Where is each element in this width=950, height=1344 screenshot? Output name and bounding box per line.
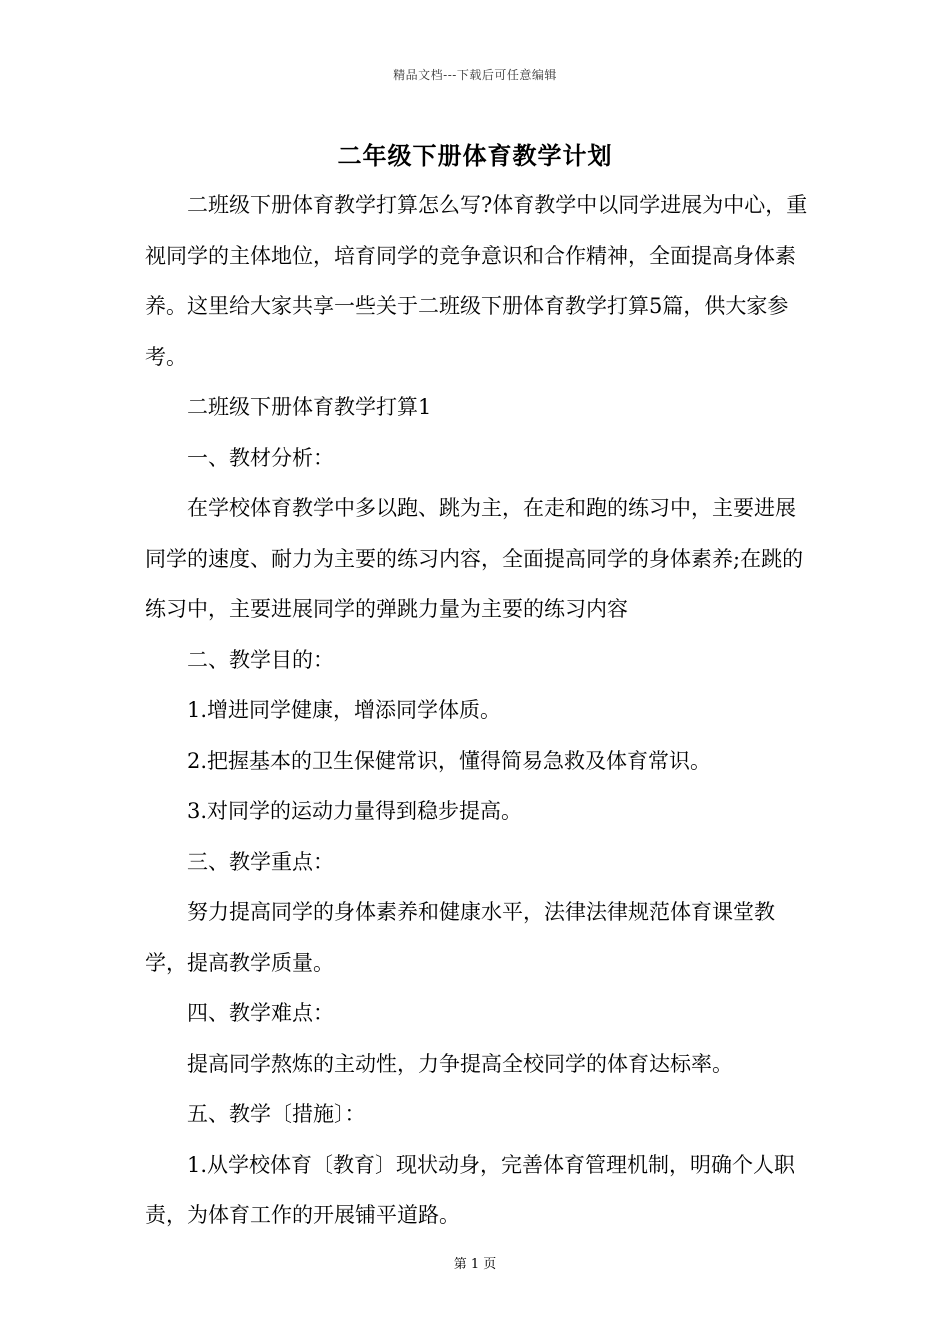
list-item: 1.增进同学健康，增添同学体质。 (187, 698, 502, 722)
list-item: 3.对同学的运动力量得到稳步提高。 (187, 799, 523, 823)
list-item: 2.把握基本的卫生保健常识，懂得简易急救及体育常识。 (187, 748, 712, 773)
section-heading: 一、教材分析： (187, 445, 334, 470)
document-body (145, 180, 813, 1241)
page-header: 精品文档---下载后可任意编辑 (393, 68, 557, 82)
paragraph: 二班级下册体育教学打算怎么写?体育教学中以同学进展为中心，重视同学的主体地位，培育同学的竞争意识和合作精神，全面提高身体素养。这里给大家共享一些关于二班级下册体育教学打算5篇，供大家参考。 (145, 193, 808, 369)
section-subtitle: 二班级下册体育教学打算1 (187, 395, 432, 419)
list-item: 1.从学校体育〔教育〕现状动身，完善体育管理机制，明确个人职责，为体育工作的开展铺平道路。 (145, 1152, 796, 1227)
section-heading: 四、教学难点： (187, 1001, 334, 1025)
section-heading: 二、教学目的： (187, 647, 334, 672)
document-title: 二年级下册体育教学计划 (337, 141, 613, 170)
page-number: 第 1 页 (453, 1257, 497, 1272)
paragraph: 努力提高同学的身体素养和健康水平，法律法律规范体育课堂教学，提高教学质量。 (145, 900, 775, 975)
section-heading: 三、教学重点： (187, 849, 334, 874)
section-heading: 五、教学〔措施〕： (187, 1102, 366, 1126)
paragraph: 提高同学熬炼的主动性，力争提高全校同学的体育达标率。 (187, 1051, 733, 1076)
paragraph: 在学校体育教学中多以跑、跳为主，在走和跑的练习中，主要进展同学的速度、耐力为主要的练习内容，全面提高同学的身体素养;在跳的练习中，主要进展同学的弹跳力量为主要的练习内容 (145, 496, 804, 621)
